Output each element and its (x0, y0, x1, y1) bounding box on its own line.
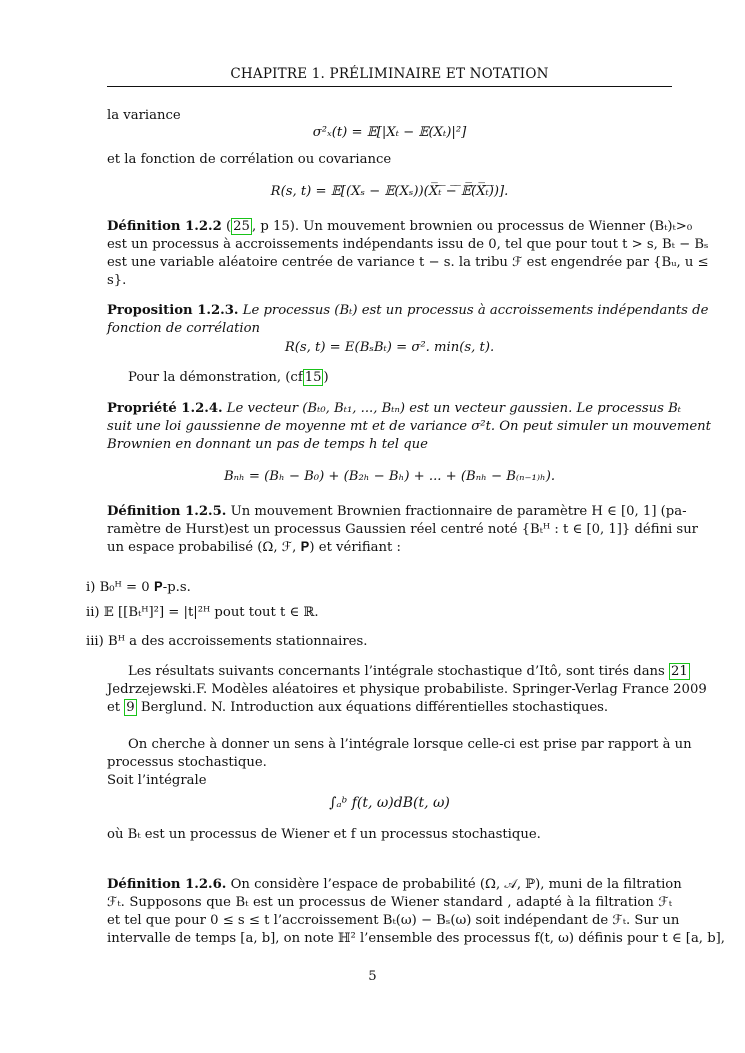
covariance-formula: R(s, t) = 𝔼[(Xₛ − 𝔼(Xₛ))(X̅ₜ̅ ̅−̅ ̅𝔼̅(̅X̅ₜ̅)̅)]. (270, 184, 509, 199)
variance-formula: σ²ₓ(t) = 𝔼[|Xₜ − 𝔼(Xₜ)|²] (312, 125, 467, 140)
text-line: Brownien en donnant un pas de temps h tel que (107, 437, 428, 452)
text-line: et la fonction de corrélation ou covariance (107, 152, 392, 167)
text: Berglund. N. Introduction aux équations différentielles stochastiques. (136, 700, 609, 715)
text-line: est un processus à accroissements indépendants issu de 0, tel que pour tout t > s, Bₜ − Bₛ (107, 237, 709, 252)
definition-1-2-5 (107, 503, 687, 521)
citation-link[interactable]: 25 (233, 219, 250, 234)
definition-label: Définition 1.2.5. (107, 504, 227, 519)
results-paragraph (107, 663, 688, 681)
proposition-1-2-3 (107, 302, 709, 320)
text: On considère l’espace de probabilité (Ω, 𝒜, ℙ), muni de la filtration (226, 877, 682, 892)
text-line: processus stochastique. (107, 755, 267, 770)
text-line: ramètre de Hurst)est un processus Gaussien réel centré noté {Bₜᴴ : t ∈ [0, 1]} défini sur (107, 522, 698, 537)
text-line: ℱₜ. Supposons que Bₜ est un processus de Wiener standard , adapté à la filtration ℱₜ (107, 895, 672, 910)
correlation-formula: R(s, t) = E(BₛBₜ) = σ². min(s, t). (284, 340, 495, 355)
brownian-sum-formula: Bₙₕ = (Bₕ − B₀) + (B₂ₕ − Bₕ) + ... + (Bₙₕ − B₍ₙ₋₁₎ₕ). (223, 469, 556, 484)
text-line: s}. (107, 273, 127, 288)
item-text: Bᴴ a des accroissements stationnaires. (108, 634, 368, 649)
text-line (107, 699, 672, 717)
text-line: où Bₜ est un processus de Wiener et f un processus stochastique. (107, 827, 541, 842)
text: Un mouvement Brownien fractionnaire de paramètre H ∈ [0, 1] (pa- (226, 504, 687, 519)
text-line: suit une loi gaussienne de moyenne mt et de variance σ²t. On peut simuler un mouvement (107, 419, 711, 434)
demonstration-line (107, 369, 672, 387)
definition-1-2-2 (107, 218, 693, 236)
item-text: B₀ᴴ = 0 𝐏-p.s. (99, 580, 191, 595)
text: Un mouvement brownien ou processus de Wienner (Bₜ)ₜ>₀ (303, 219, 693, 234)
text-line: Soit l’intégrale (107, 773, 207, 788)
text-line: fonction de corrélation (107, 321, 261, 336)
item-number: ii) (86, 605, 100, 620)
text: ( (221, 219, 232, 234)
item-number: iii) (86, 634, 104, 649)
list-item (86, 604, 319, 622)
citation-link[interactable]: 15 (304, 370, 322, 385)
propriete-1-2-4 (107, 400, 682, 418)
text: , p 15). (251, 219, 304, 234)
text: Pour la démonstration, (cf (128, 370, 303, 385)
header-rule (107, 86, 672, 87)
text: Le processus (Bₜ) est un processus à accroissements indépendants de (238, 303, 709, 318)
item-number: i) (86, 580, 96, 595)
citation-link[interactable]: 9 (126, 700, 135, 715)
item-text: 𝔼 [[Bₜᴴ]²] = |t|²ᴴ pout tout t ∈ ℝ. (103, 605, 319, 620)
definition-label: Définition 1.2.6. (107, 877, 227, 892)
proposition-label: Proposition 1.2.3. (107, 303, 239, 318)
running-header: CHAPITRE 1. PRÉLIMINAIRE ET NOTATION (230, 66, 549, 82)
text-line: la variance (107, 108, 181, 123)
text: et (107, 700, 125, 715)
property-label: Propriété 1.2.4. (107, 401, 223, 416)
page-number: 5 (368, 969, 377, 984)
text-line: est une variable aléatoire centrée de variance t − s. la tribu ℱ est engendrée par {Bᵤ, u ≤ (107, 255, 709, 270)
list-item (86, 633, 367, 651)
text: ) (323, 370, 329, 385)
text-line: Jedrzejewski.F. Modèles aléatoires et physique probabiliste. Springer-Verlag France 2009 (107, 682, 707, 697)
text-line: un espace probabilisé (Ω, ℱ, 𝐏) et vérifiant : (107, 540, 401, 555)
definition-1-2-6 (107, 876, 682, 894)
integral-formula: ∫ₐᵇ f(t, ω)dB(t, ω) (329, 795, 450, 811)
citation-link[interactable]: 21 (671, 664, 688, 679)
text-line: On cherche à donner un sens à l’intégrale lorsque celle-ci est prise par rapport à un (128, 737, 692, 752)
text-line: et tel que pour 0 ≤ s ≤ t l’accroissement Bₜ(ω) − Bₛ(ω) soit indépendant de ℱₜ. Sur un (107, 913, 680, 928)
definition-label: Définition 1.2.2 (107, 219, 222, 234)
list-item (86, 579, 191, 597)
text: Le vecteur (Bₜ₀, Bₜ₁, ..., Bₜₙ) est un vecteur gaussien. Le processus Bₜ (222, 401, 682, 416)
text: Les résultats suivants concernants l’intégrale stochastique d’Itô, sont tirés dans (128, 664, 670, 679)
text-line: intervalle de temps [a, b], on note ℍ² l’ensemble des processus f(t, ω) définis pour t ∈ [a, b], (107, 931, 725, 946)
